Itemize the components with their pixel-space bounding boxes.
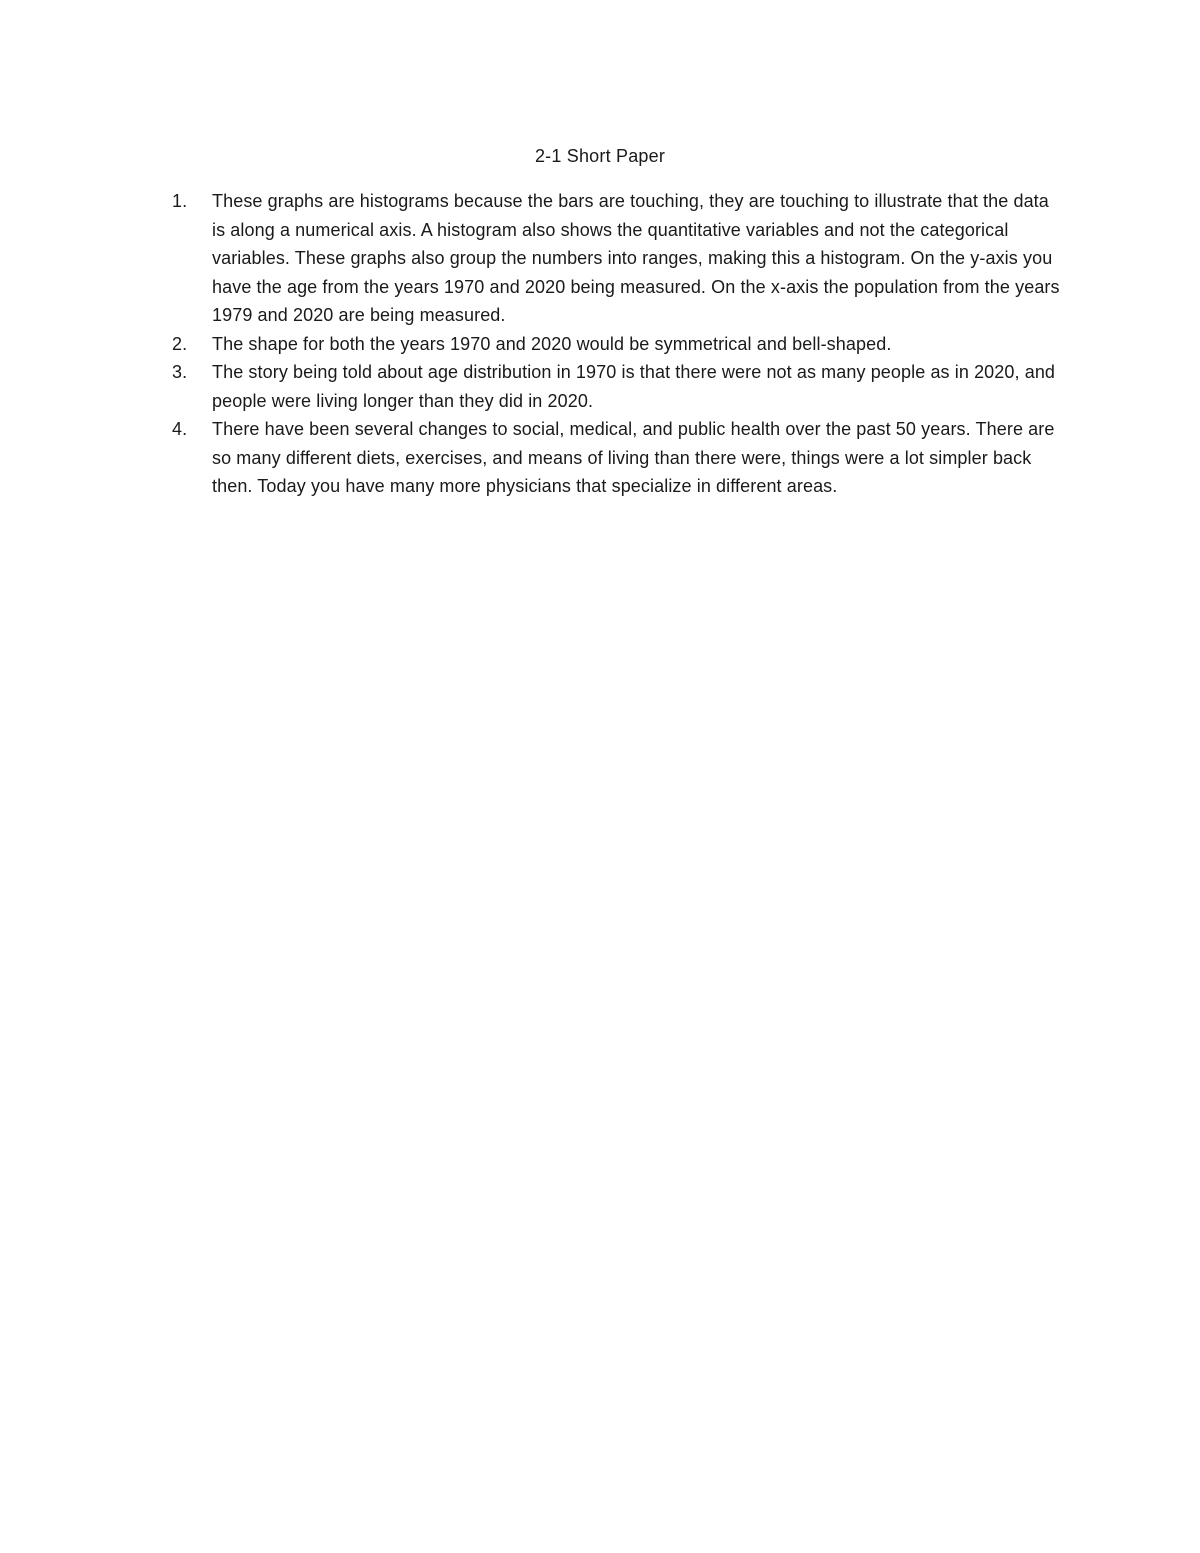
- answer-number: 3.: [172, 362, 188, 382]
- answer-number: 1.: [172, 191, 188, 211]
- answer-item-4: [172, 415, 1062, 501]
- page-title: 2-1 Short Paper: [534, 146, 666, 166]
- answer-text: These graphs are histograms because the bars are touching, they are touching to illustrate that the data is along a numerical axis. A histogram also shows the quantitative variables and not the categorical variables. These graphs also group the numbers into ranges, making this a histogram. On the y-axis you have the age from the years 1970 and 2020 being measured. On the x-axis the population from the years 1979 and 2020 are being measured.: [212, 191, 1060, 325]
- answer-text: The story being told about age distribution in 1970 is that there were not as many people as in 2020, and people were living longer than they did in 2020.: [212, 362, 1056, 411]
- answer-item-1: [172, 187, 1062, 330]
- answer-text: The shape for both the years 1970 and 2020 would be symmetrical and bell-shaped.: [212, 333, 892, 354]
- answer-item-3: [172, 358, 1062, 415]
- answer-list: [172, 187, 1062, 501]
- answer-number: 4.: [172, 419, 188, 439]
- answer-text: There have been several changes to social, medical, and public health over the past 50 years. There are so many different diets, exercises, and means of living than there were, things were a lot simpler back then. Today you have many more physicians that specialize in different areas.: [212, 419, 1055, 496]
- answer-number: 2.: [172, 333, 188, 354]
- answer-item-2: [172, 330, 1062, 359]
